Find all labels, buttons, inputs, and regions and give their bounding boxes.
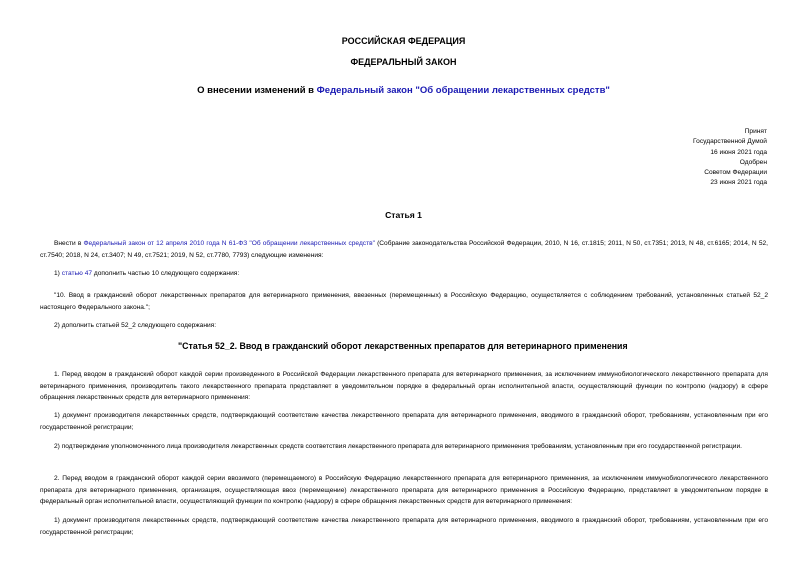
new-article-part-2: 2. Перед вводом в гражданский оборот каждой серии ввозимого (перемещаемого) в Российскую Федерацию лекарственного препарата для ветеринарного применения, за исключением иммунобиологического лекарственного препарата для ветеринарного применения, организация, осуществляющая ввоз (перемещение) лекарственного препарата для ветеринарного применения в Российскую Федерацию, представляет в уведомительном порядке в федеральный орган исполнительной власти, осуществляющий функции по контролю (надзору) в сфере обращения лекарственных средств для ветеринарного применения: bbox=[40, 475, 768, 505]
law-title-prefix: О внесении изменений в bbox=[197, 85, 317, 96]
new-article-part-1: 1. Перед вводом в гражданский оборот каждой серии произведенного в Российской Федерации лекарственного препарата для ветеринарного применения, за исключением иммунобиологического лекарственного препарата для ветеринарного применения, производитель такого лекарственного препарата представляет в уведомительном порядке в федеральный орган исполнительной власти, осуществляющий функции по контролю (надзору) в сфере обращения лекарственных средств для ветеринарного применения: bbox=[40, 371, 768, 401]
article-heading: Статья 1 bbox=[385, 210, 422, 220]
approved-by: Советом Федерации bbox=[704, 169, 767, 177]
item1-suffix: дополнить частью 10 следующего содержания: bbox=[92, 270, 240, 277]
adoption-block bbox=[693, 127, 767, 189]
new-article-title: "Статья 52_2. Ввод в гражданский оборот лекарственных препаратов для ветеринарного применения bbox=[178, 341, 628, 351]
law-type-heading: ФЕДЕРАЛЬНЫЙ ЗАКОН bbox=[350, 57, 457, 67]
amendment-item-1 bbox=[40, 268, 768, 280]
approved-date: 23 июня 2021 года bbox=[710, 179, 767, 187]
amendment-item-2: 2) дополнить статьей 52_2 следующего содержания: bbox=[54, 322, 217, 329]
intro-prefix: Внести в bbox=[54, 240, 84, 247]
article-intro bbox=[40, 238, 768, 261]
approved-label: Одобрен bbox=[739, 158, 767, 166]
law-title-link[interactable]: Федеральный закон "Об обращении лекарственных средств" bbox=[316, 85, 610, 96]
item1-prefix: 1) bbox=[54, 270, 62, 277]
adopted-date: 16 июня 2021 года bbox=[710, 148, 767, 156]
quoted-part-10: "10. Ввод в гражданский оборот лекарственных препаратов для ветеринарного применения, ввезенных (перемещенных) в Российскую Федерацию, осуществляется с соблюдением требований, установленных статьей 52_2 настоящего Федерального закона."; bbox=[40, 292, 768, 311]
part-1-item-2: 2) подтверждение уполномоченного лица производителя лекарственных средств соответствия лекарственного препарата для ветеринарного применения требованиям, установленным при его государственной регистрации. bbox=[54, 443, 742, 450]
adopted-by: Государственной Думой bbox=[693, 138, 767, 146]
part-2-item-1: 1) документ производителя лекарственных средств, подтверждающий соответствие качества лекарственного препарата для ветеринарного применения, вводимого в гражданский оборот, требованиям, установленным при его государственной регистрации; bbox=[40, 517, 768, 536]
law-title bbox=[0, 85, 807, 96]
intro-suffix: (Собрание законодательства Российской Федерации, 2010, N 16, ст.1815; 2011, N 50, ст.7351; 2013, N 48, ст.6165; 2014, N 52, ст.7540; 2018, N 24, ст.3407; N 49, ст.7521; 2019, N 52, ст.7780, 7793) следующие изменения: bbox=[40, 240, 768, 259]
intro-law-link[interactable]: Федеральный закон от 12 апреля 2010 года N 61-ФЗ "Об обращении лекарственных средств" bbox=[83, 240, 375, 247]
country-heading: РОССИЙСКАЯ ФЕДЕРАЦИЯ bbox=[341, 36, 466, 46]
article-47-link[interactable]: статью 47 bbox=[61, 270, 93, 277]
adopted-label: Принят bbox=[744, 128, 767, 135]
part-1-item-1: 1) документ производителя лекарственных средств, подтверждающий соответствие качества лекарственного препарата для ветеринарного применения, вводимого в гражданский оборот, требованиям, установленным при его государственной регистрации; bbox=[40, 412, 768, 431]
